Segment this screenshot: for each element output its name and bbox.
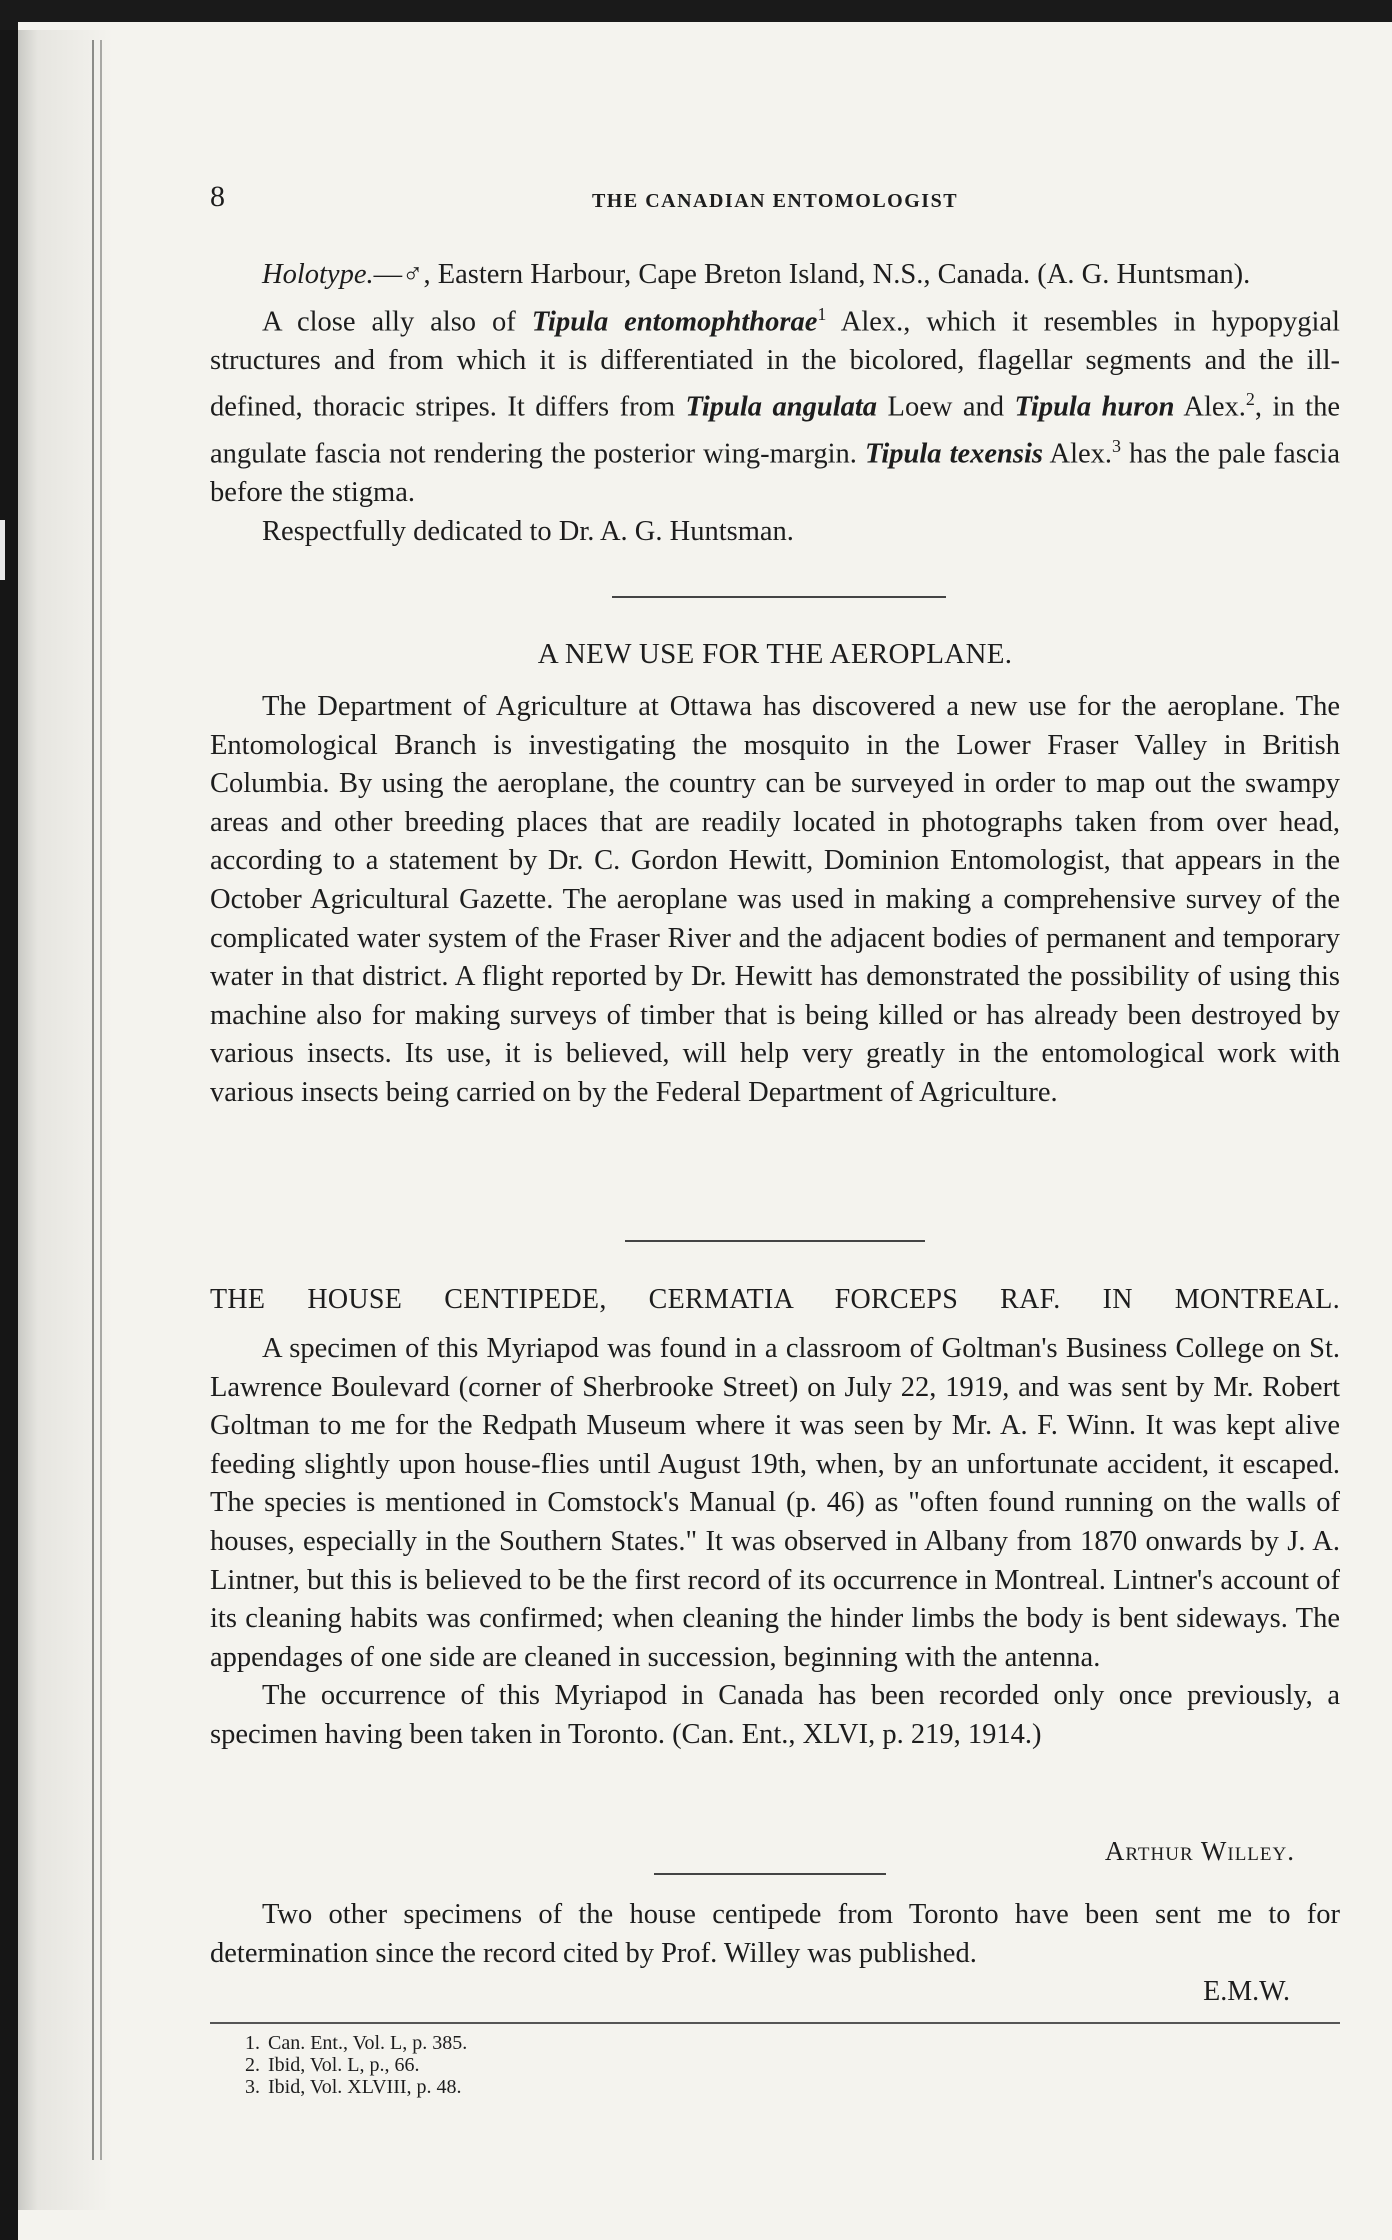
footnote-rule — [210, 2022, 1340, 2024]
footnote-ref: 2 — [1245, 389, 1255, 410]
text-run: Alex. — [1043, 438, 1113, 470]
holotype-section — [210, 256, 1340, 552]
page-number: 8 — [210, 180, 225, 213]
holotype-label: Holotype. — [262, 259, 374, 290]
author-signature: Arthur Willey. — [1104, 1836, 1295, 1866]
text-run: Loew and — [877, 391, 1015, 423]
footnote-text: Ibid, Vol. L, p., 66. — [268, 2054, 420, 2076]
species-name: Tipula huron — [1014, 391, 1175, 423]
footnote-number: 2. — [245, 2054, 260, 2076]
text-run: , in the angulate fascia not rendering the posterior wing-margin. — [210, 391, 1340, 470]
holotype-text: —♂, Eastern Harbour, Cape Breton Island, N.S., Canada. (A. G. Huntsman). — [373, 259, 1251, 290]
editor-note-section — [210, 1896, 1340, 1973]
footnote-text: Ibid, Vol. XLVIII, p. 48. — [268, 2076, 462, 2098]
species-name: Tipula texensis — [864, 438, 1044, 470]
centipede-section — [210, 1330, 1340, 1755]
running-head: THE CANADIAN ENTOMOLOGIST — [591, 190, 959, 212]
centipede-title: THE HOUSE CENTIPEDE, CERMATIA FORCEPS RAF. IN MONTREAL. — [210, 1284, 1340, 1315]
editor-initials: E.M.W. — [1203, 1976, 1290, 2007]
aeroplane-section — [210, 688, 1340, 1113]
section-divider — [654, 1873, 886, 1875]
text-run: Alex., which it resembles in hypopygial structures and from which it is differentiated in the bicolored, flagellar segments and the ill-defined, thoracic stripes. It differs from — [210, 306, 1340, 423]
ally-paragraph — [210, 295, 1340, 513]
text-run: has the pale fascia before the stigma. — [210, 438, 1340, 509]
holotype-paragraph — [210, 256, 1340, 295]
text-run: A close ally also of — [262, 306, 532, 338]
footnote-ref: 1 — [817, 303, 827, 324]
gutter-line — [92, 40, 94, 2160]
footnote-text: Can. Ent., Vol. L, p. 385. — [268, 2032, 468, 2054]
text-run: Alex. — [1174, 391, 1246, 423]
editor-note: Two other specimens of the house centipede from Toronto have been sent me to for determination since the record cited by Prof. Willey was published. — [210, 1899, 1340, 1969]
footnote — [210, 2032, 910, 2054]
species-name: Tipula entomophthorae — [531, 306, 818, 338]
centipede-paragraph: A specimen of this Myriapod was found in a classroom of Goltman's Business College on St. Lawrence Boulevard (corner of Sherbrooke Street) on July 22, 1919, and was sent by Mr. Robert Goltman to me for the Redpath Museum where it was seen by Mr. A. F. Winn. It was kept alive feeding slightly upon house-flies until August 19th, when, by an unfortunate accident, it escaped. The species is mentioned in Comstock's Manual (p. 46) as "often found running on the walls of houses, especially in the Southern States." It was observed in Albany from 1870 onwards by J. A. Lintner, but this is believed to be the first record of its occurrence in Montreal. Lintner's account of its cleaning habits was confirmed; when cleaning the hinder limbs the body is bent sideways. The appendages of one side are cleaned in succession, beginning with the antenna. — [210, 1333, 1340, 1673]
footnote — [210, 2076, 910, 2098]
footnote-number: 1. — [245, 2032, 260, 2054]
footnote — [210, 2054, 910, 2076]
gutter-line — [100, 40, 102, 2160]
centipede-paragraph-2: The occurrence of this Myriapod in Canada has been recorded only once previously, a specimen having been taken in Toronto. (Can. Ent., XLVI, p. 219, 1914.) — [210, 1680, 1340, 1750]
species-name: Tipula angulata — [685, 391, 878, 423]
section-divider — [612, 596, 946, 598]
footnote-ref: 3 — [1112, 436, 1122, 457]
footnote-number: 3. — [245, 2076, 260, 2098]
dedication: Respectfully dedicated to Dr. A. G. Huntsman. — [262, 516, 794, 548]
aeroplane-title: A NEW USE FOR THE AEROPLANE. — [537, 638, 1013, 670]
page-gutter-shadow — [18, 30, 113, 2210]
section-divider — [625, 1240, 925, 1242]
edge-mark — [0, 520, 5, 580]
footnotes — [210, 2032, 910, 2098]
aeroplane-paragraph: The Department of Agriculture at Ottawa has discovered a new use for the aeroplane. The Entomological Branch is investigating the mosquito in the Lower Fraser Valley in British Columbia. By using the aeroplane, the country can be surveyed in order to map out the swampy areas and other breeding places that are readily located in photographs taken from over head, according to a statement by Dr. C. Gordon Hewitt, Dominion Entomologist, that appears in the October Agricultural Gazette. The aeroplane was used in making a comprehensive survey of the complicated water system of the Fraser River and the adjacent bodies of permanent and temporary water in that district. A flight reported by Dr. Hewitt has demonstrated the possibility of using this machine also for making surveys of timber that is being killed or has already been destroyed by various insects. Its use, it is believed, will help very greatly in the entomological work with various insects being carried on by the Federal Department of Agriculture. — [210, 691, 1340, 1108]
